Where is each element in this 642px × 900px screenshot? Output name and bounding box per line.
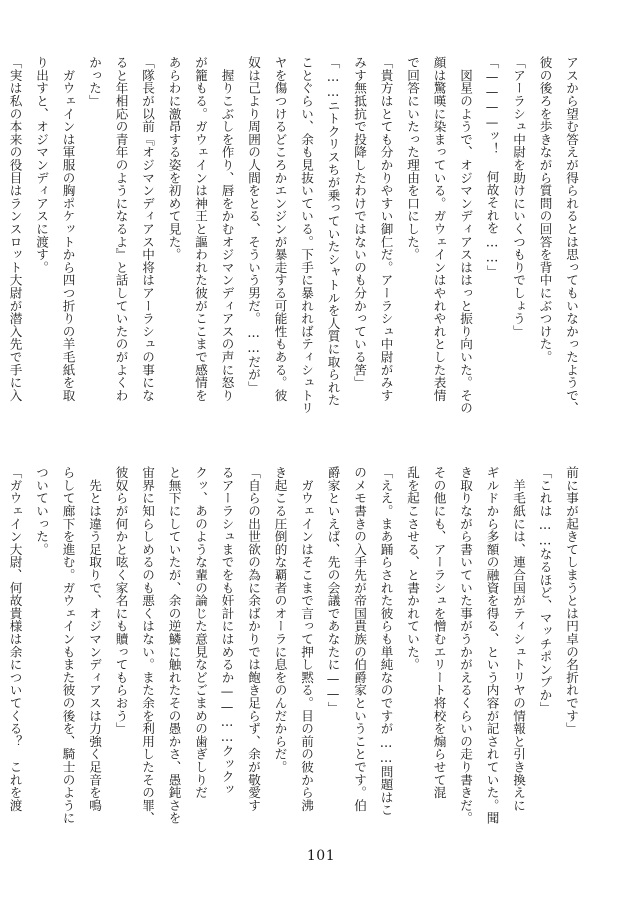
upper-text-block: アスから望む答えが得られるとは思ってもいなかったようで、 彼の後ろを歩きながら質問の回答を背中にぶつけた。 「アーラシュ中尉を助けにいくつもりでしょう」 「————ッ！ 何故それを……」 図星のようで、オジマンディアスははっと振り向いた。その 顔は驚嘆に染まっている。ガウェインはやれやれとした表情 で回答にいたった理由を口にした。 「貴方はとても分かりやすい御仁だ。アーラシュ中尉がみす みす無抵抗で投降したわけではないのも分かっている筈」 「……ニトクリスちが乗っていたシャトルを人質に取られた ことぐらい、余も見抜いている。下手に暴れればティシュトリ ヤを傷つけるどころかエンジンが暴走する可能性もある。彼 奴は己より周囲の人間をとる、そういう男だ。……だが」 握りこぶしを作り、唇をかむオジマンディアスの声に怒り が籠もる。ガウェインは神王と謳われた彼がここまで感情を あらわに激昂する姿を初めて見た。 「隊長が以前『オジマンディアス中将はアーラシュの事にな ると年相応の青年のようになるよ』と話していたのがよくわ かった」 ガウェインは軍服の胸ポケットから四つ折りの羊毛紙を取 り出すと、オジマンディアスに渡す。 「実は私の本来の役目はランスロット大尉が潜入先で手に入 [7, 56, 579, 415]
lower-text-block: 前に事が起きてしまうとは円卓の名折れです」 「これは……なるほど、マッチポンプか」 羊毛紙には、連合国がティシュトリヤの情報と引き換えに ギルドから多額の融資を得る、という内容が記されていた。聞 き取りながら書いていた事がうかがえるくらいの走り書きだ。 その他にも、アーラシュを憎むエリート将校を煽らせて混 乱を起こさせる、と書かれていた。 「ええ。まあ踊らされた彼らも単純なのですが……問題はこ のメモ書きの入手先が帝国貴族の伯爵家ということです。伯 爵家といえば、先の会議であなたに——」 ガウェインはそこまで言って押し黙る。目の前の彼から沸 き起こる圧倒的な覇者のオーラに息をのんだからだ。 「自らの出世欲の為に余ばかりでは飽き足らず、余が敬愛す るアーラシュまでをも奸計にはめるか——……クックッ クッ、あのような輩の論じた意見などごまめの歯ぎしりだ と無下にしていたが、余の逆鱗に触れたその愚かさ、愚鈍さを 宙界に知らしめるのも悪くはない。また余を利用したその罪、 彼奴らが何かと呟く家名にも贖ってもらおう」 先とは違う足取りで、オジマンディアスは力強く足音を鳴 らして廊下を進む。ガウェインもまた彼の後を、騎士のように ついていった。 「ガウェイン大尉、何故貴様は余についてくる？ これを渡 [7, 466, 579, 825]
page-number: 101 [306, 848, 336, 864]
